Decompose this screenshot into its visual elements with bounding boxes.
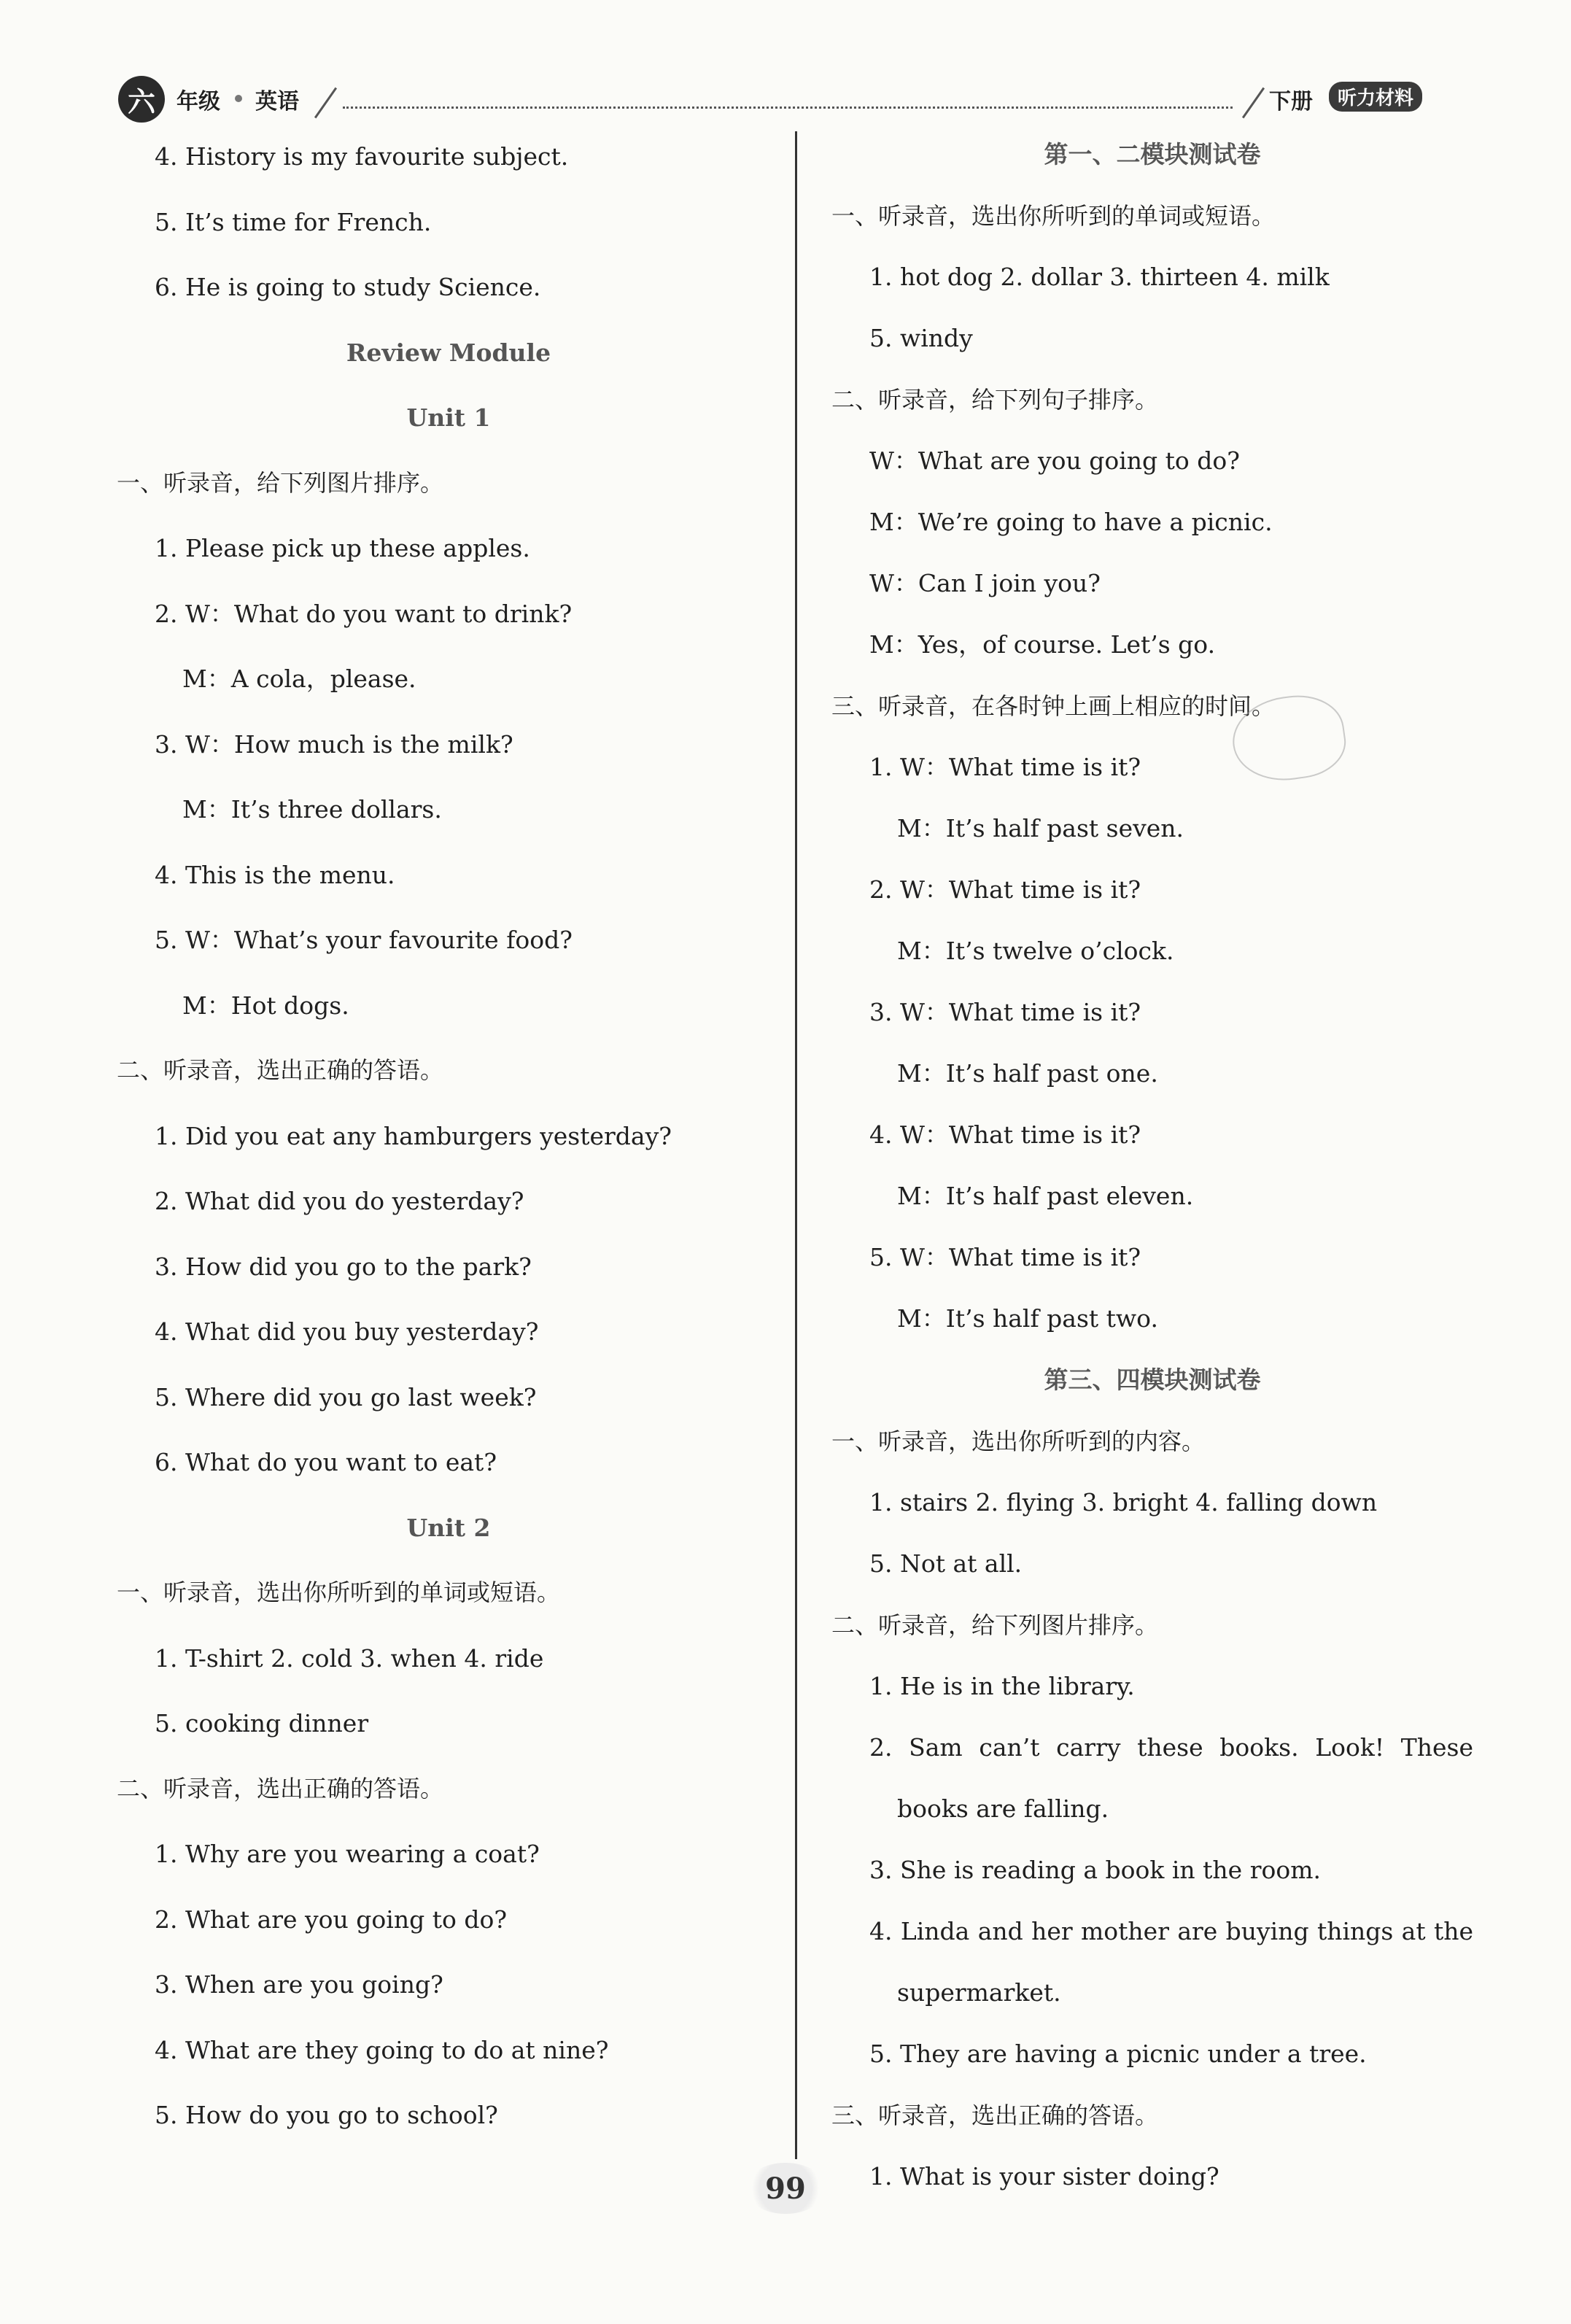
text-line: 5. W：What’s your favourite food? xyxy=(155,926,573,954)
text-line: 1. W：What time is it? xyxy=(869,753,1141,781)
text-line: 5. They are having a picnic under a tree. xyxy=(869,2040,1367,2068)
text-line: M：It’s three dollars. xyxy=(182,795,442,824)
text-line: 2. Sam can’t carry these books. Look! These xyxy=(869,1733,1473,1762)
text-line: 3. How did you go to the park? xyxy=(155,1252,532,1281)
text-line: M：We’re going to have a picnic. xyxy=(869,508,1273,536)
text-line: 4. W：What time is it? xyxy=(869,1120,1141,1149)
text-line: 6. What do you want to eat? xyxy=(155,1448,497,1476)
text-line: 5. W：What time is it? xyxy=(869,1243,1141,1271)
text-line: 5. cooking dinner xyxy=(155,1709,369,1738)
section-heading: 二、听录音，给下列图片排序。 xyxy=(831,1611,1159,1639)
grade-label: 年级 xyxy=(177,89,220,115)
section-heading: 二、听录音，选出正确的答语。 xyxy=(117,1774,444,1802)
section-heading: 一、听录音，选出你所听到的单词或短语。 xyxy=(117,1579,561,1606)
section-heading: 三、听录音，在各时钟上画上相应的时间。 xyxy=(831,692,1276,720)
text-line: 2. W：What time is it? xyxy=(869,875,1141,904)
module-title: 第三、四模块测试卷 xyxy=(1044,1366,1261,1394)
text-line: 1. Why are you wearing a coat? xyxy=(155,1840,540,1868)
grade-badge: 六 xyxy=(118,76,165,123)
text-line: 6. He is going to study Science. xyxy=(155,273,541,301)
text-line: 1. He is in the library. xyxy=(869,1672,1135,1700)
volume-label: 下册 xyxy=(1269,89,1313,115)
text-line: 2. W：What do you want to drink? xyxy=(155,599,573,628)
text-line: 1. Did you eat any hamburgers yesterday? xyxy=(155,1121,672,1150)
text-line: 3. W：How much is the milk? xyxy=(155,729,513,759)
text-line: 2. What are you going to do? xyxy=(155,1905,508,1934)
section-heading: 二、听录音，选出正确的答语。 xyxy=(117,1056,444,1084)
header-dotted-line xyxy=(343,106,1233,109)
module-title: Review Module xyxy=(346,338,551,367)
section-heading: 一、听录音，选出你所听到的内容。 xyxy=(831,1428,1206,1455)
text-line: M：A cola，please. xyxy=(182,665,416,693)
text-line: 5. windy xyxy=(869,324,973,352)
text-line: 3. She is reading a book in the room. xyxy=(869,1856,1321,1884)
section-heading: 一、听录音，给下列图片排序。 xyxy=(117,468,444,497)
separator-dot xyxy=(235,95,242,102)
text-line: M：It’s half past two. xyxy=(897,1304,1158,1333)
section-heading: 二、听录音，给下列句子排序。 xyxy=(831,386,1159,414)
text-line: 1. hot dog 2. dollar 3. thirteen 4. milk xyxy=(869,263,1330,291)
text-line: books are falling. xyxy=(897,1794,1109,1823)
column-divider xyxy=(795,131,797,2159)
section-heading: 一、听录音，选出你所听到的单词或短语。 xyxy=(831,202,1276,230)
text-line: 5. Not at all. xyxy=(869,1549,1023,1578)
text-line: 5. It’s time for French. xyxy=(155,207,432,236)
text-line: 4. History is my favourite subject. xyxy=(155,142,569,171)
text-line: 5. Where did you go last week? xyxy=(155,1382,537,1411)
text-line: 4. Linda and her mother are buying things at the xyxy=(869,1917,1473,1945)
text-line: M：It’s half past seven. xyxy=(897,814,1184,843)
text-line: W：Can I join you? xyxy=(869,569,1101,597)
text-line: M：Yes，of course. Let’s go. xyxy=(869,630,1216,659)
text-line: 2. What did you do yesterday? xyxy=(155,1187,524,1215)
module-title: Unit 1 xyxy=(406,403,491,432)
page-number: 99 xyxy=(745,2163,826,2214)
text-line: 4. What are they going to do at nine? xyxy=(155,2035,609,2064)
text-line: M：It’s twelve o’clock. xyxy=(897,937,1174,965)
right-column xyxy=(831,124,1473,2207)
page-header xyxy=(109,73,1466,131)
text-line: 1. T-shirt 2. cold 3. when 4. ride xyxy=(155,1643,544,1673)
text-line: 4. What did you buy yesterday? xyxy=(155,1317,539,1346)
section-heading: 三、听录音，选出正确的答语。 xyxy=(831,2102,1159,2129)
text-line: supermarket. xyxy=(897,1978,1061,2007)
text-line: 1. stairs 2. flying 3. bright 4. falling down xyxy=(869,1488,1378,1517)
text-line: W：What are you going to do? xyxy=(869,446,1240,475)
text-line: M：It’s half past eleven. xyxy=(897,1182,1194,1210)
text-line: 5. How do you go to school? xyxy=(155,2101,498,2129)
text-line: 3. When are you going? xyxy=(155,1970,443,1999)
text-line: 4. This is the menu. xyxy=(155,860,395,889)
module-title: Unit 2 xyxy=(406,1513,491,1542)
text-line: 1. Please pick up these apples. xyxy=(155,534,530,562)
module-title: 第一、二模块测试卷 xyxy=(1044,140,1261,169)
listening-material-badge: 听力材料 xyxy=(1329,82,1422,112)
text-line: M：It’s half past one. xyxy=(897,1059,1158,1088)
left-column xyxy=(117,124,780,2148)
header-slash-right xyxy=(1242,88,1265,119)
header-slash-left xyxy=(314,88,337,119)
text-line: M：Hot dogs. xyxy=(182,991,349,1020)
text-line: 1. What is your sister doing? xyxy=(869,2162,1219,2191)
subject-label: 英语 xyxy=(255,89,299,115)
text-line: 3. W：What time is it? xyxy=(869,998,1141,1026)
